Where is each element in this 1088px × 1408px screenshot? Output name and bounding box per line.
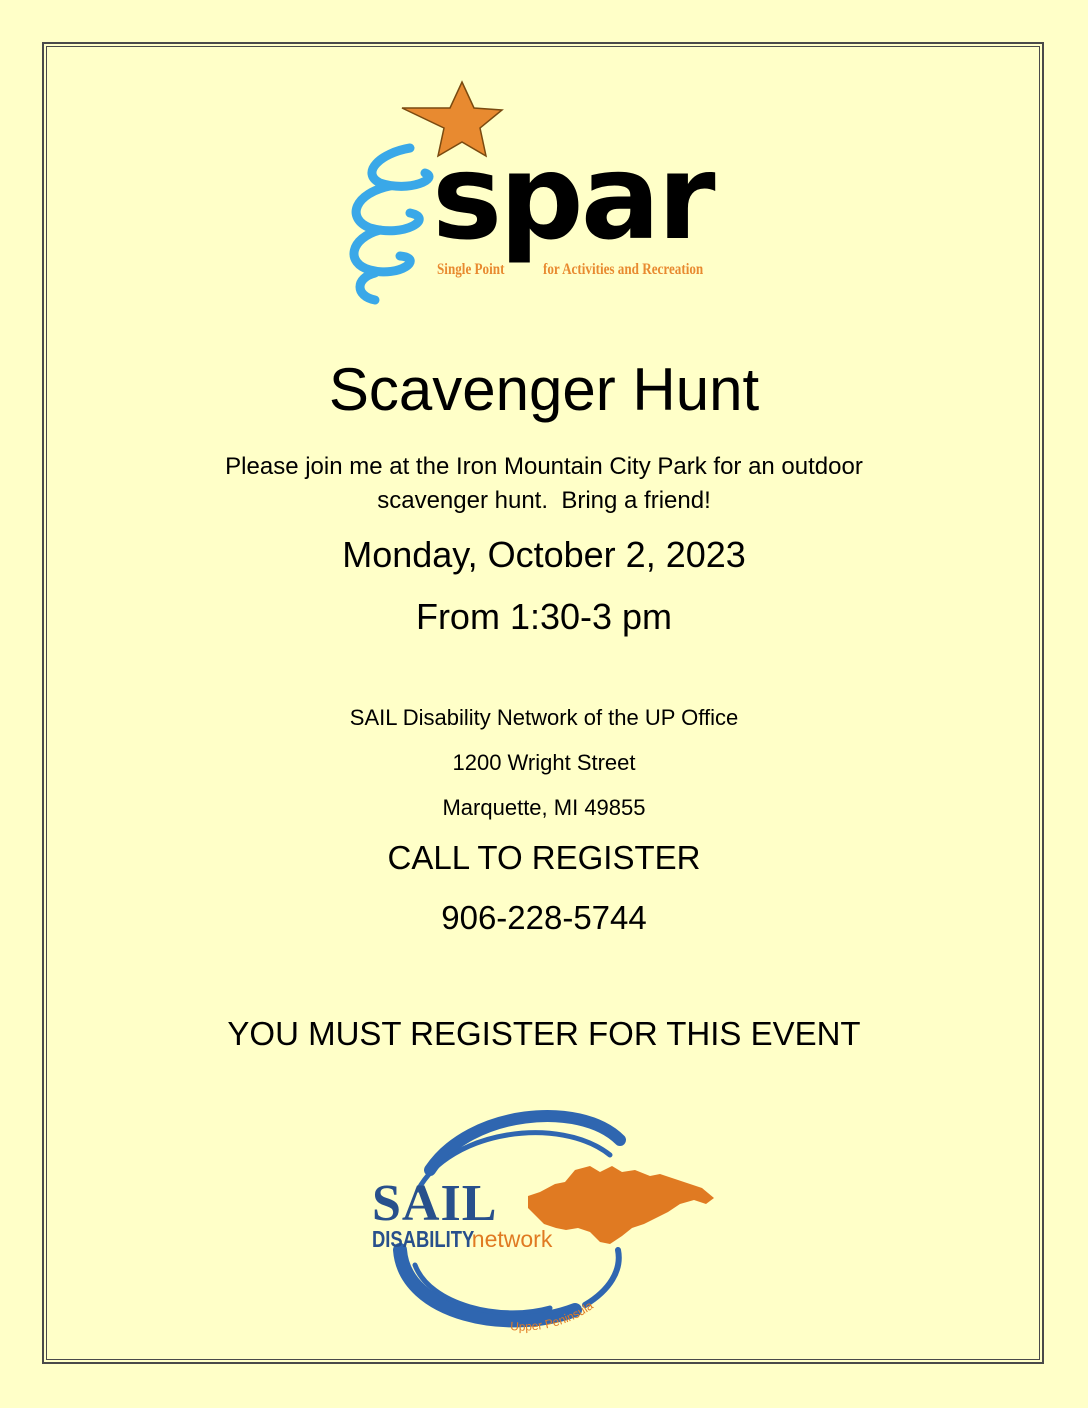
svg-text:Upper Peninsula [510, 1298, 596, 1333]
swirl-icon [354, 148, 429, 300]
event-date: Monday, October 2, 2023 [342, 534, 746, 575]
sail-wordmark: SAIL [372, 1175, 498, 1232]
event-intro-line2: scavenger hunt. Bring a friend! [377, 487, 711, 514]
event-title: Scavenger Hunt [328, 356, 760, 423]
upper-peninsula-arc-text [500, 1240, 650, 1340]
event-intro-line1: Please join me at the Iron Mountain City Park for an outdoor [225, 453, 863, 480]
address-line2: 1200 Wright Street [452, 750, 636, 775]
event-time: From 1:30-3 pm [415, 596, 673, 637]
call-to-register: CALL TO REGISTER [387, 839, 701, 876]
sail-disability-text: DISABILITY [372, 1226, 475, 1252]
upper-peninsula-map-icon [528, 1166, 714, 1244]
address-line1: SAIL Disability Network of the UP Office [349, 705, 739, 730]
spar-wordmark: spar [432, 128, 713, 266]
registration-notice: YOU MUST REGISTER FOR THIS EVENT [227, 1015, 861, 1052]
spar-tagline-right: for Activities and Recreation [543, 261, 704, 278]
spar-tagline-left: Single Point [437, 261, 505, 278]
region-label: Upper Peninsula [509, 1298, 596, 1334]
address-line3: Marquette, MI 49855 [442, 795, 646, 820]
event-intro [0, 450, 1088, 518]
phone-number: 906-228-5744 [441, 899, 647, 936]
sail-network-text: network [471, 1226, 553, 1252]
